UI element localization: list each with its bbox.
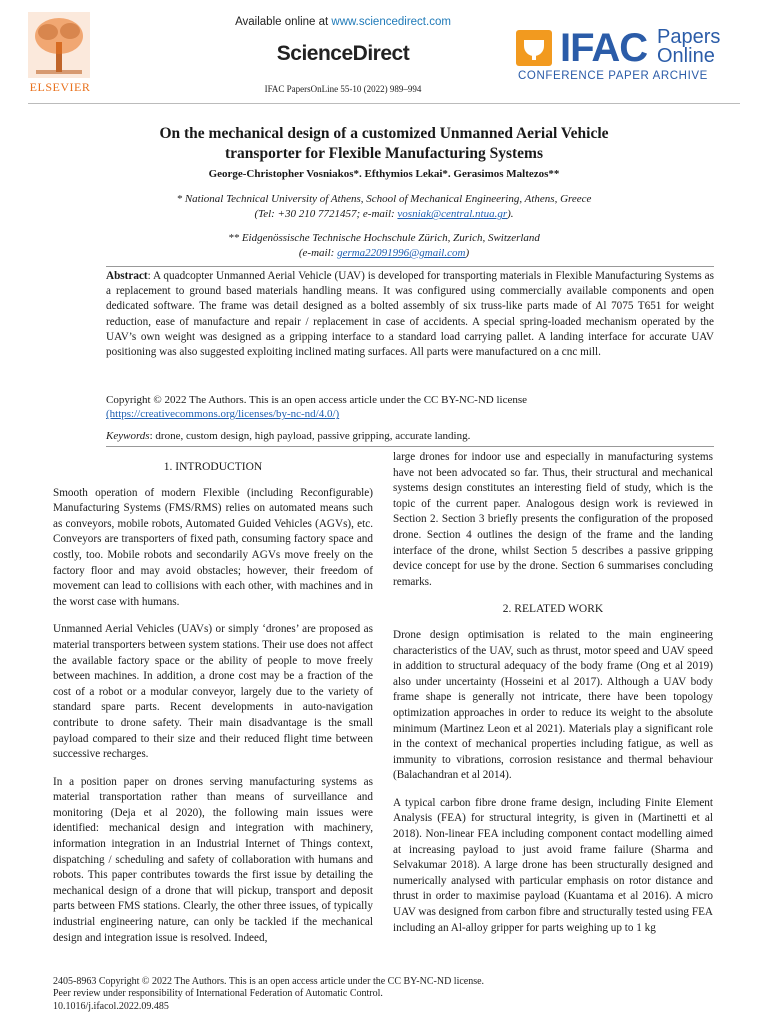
- paragraph: A typical carbon fibre drone frame design, including Finite Element Analysis (FEA) for structural integrity, is given in (Martinetti et al 2018). Non-linear FEA including component contact modelling aimed at increasing payload to just avoid frame failure (Sharma and Selvakumar 2018). A large drone has been structurally designed and numerically analysed with particular emphasis on rotor distance and thrust in order to maximise payload (Kuantama et al 2016). A micro UAV was designed from carbon fibre and structurally tested using FEA including an Al-alloy gripper for parts weighing up to 1 kg: [393, 796, 713, 934]
- right-column: [393, 450, 713, 948]
- footer-doi: 10.1016/j.ifacol.2022.09.485: [53, 1000, 169, 1012]
- title-line-1: On the mechanical design of a customized Unmanned Aerial Vehicle: [159, 125, 609, 142]
- copyright-notice: [106, 393, 714, 422]
- page-footer: [53, 976, 733, 1013]
- author-1-email-link[interactable]: vosniak@central.ntua.gr: [397, 208, 508, 220]
- author-list: George-Christopher Vosniakos*. Efthymios Lekai*. Gerasimos Maltezos**: [208, 168, 560, 180]
- footer-peer-review: Peer review under responsibility of International Federation of Automatic Control.: [53, 988, 383, 1000]
- available-online-label: Available online at: [235, 16, 329, 28]
- affiliation-2-contact: [60, 246, 708, 261]
- abstract-label: Abstract: [106, 270, 148, 282]
- paragraph: In a position paper on drones serving manufacturing systems as material transportation rather than means of surveillance and monitoring (Deja et al 2020), the following main issues were identified: mechanical design and integration with machinery, information integration in an Industrial Internet of Things context, dispatching / scheduling and safety of collaboration with humans and robots. This paper contributes towards the first issue by detailing the mechanical design of a drone that will pickup, transport and deposit parts between FMS stations. Clearly, the other three issues, of typically industrial engineering nature, can only be tackled if the mechanical design and integration issue is resolved. Indeed,: [53, 775, 373, 944]
- section-heading-related-work: 2. RELATED WORK: [502, 603, 604, 616]
- sciencedirect-link[interactable]: www.sciencedirect.com: [331, 16, 451, 28]
- online-word: Online: [657, 45, 715, 67]
- affiliation-2-contact-prefix: (e-mail:: [298, 247, 338, 259]
- abstract-text: : A quadcopter Unmanned Aerial Vehicle (UAV) is developed for transporting materials in Flexible Manufacturing Systems as a replacement to ground based materials handling means. It was configured using commercially available components and open dedicated software. The frame was detail designed as a bolted assembly of six truss-like parts made of Al 7075 T651 for weight reduction, ease of manufacture and repair / replacement in case of accidents. A special spring-loaded mechanism operated by the UAV’s own weight was designed as a gripping interface to a standard load carrying pallet. A landing interface for accurate UAV positioning was also suggested exploiting inclined mating surfaces. All parts were manufactured on a cnc mill.: [106, 270, 714, 359]
- affiliation-1-contact-suffix: ).: [507, 208, 514, 220]
- affiliation-1: [60, 192, 708, 222]
- keywords-label: Keywords: [106, 430, 150, 442]
- license-link[interactable]: (https://creativecommons.org/licenses/by-nc-nd/4.0/): [106, 408, 340, 421]
- section-heading-introduction: 1. INTRODUCTION: [163, 461, 263, 473]
- copyright-text: Copyright © 2022 The Authors. This is an open access article under the CC BY-NC-ND license: [106, 394, 527, 406]
- conference-paper-archive: CONFERENCE PAPER ARCHIVE: [518, 70, 708, 82]
- ifac-badge-icon: [516, 30, 552, 66]
- affiliation-1-contact: [60, 207, 708, 222]
- affiliation-1-contact-prefix: (Tel: +30 210 7721457; e-mail:: [254, 208, 398, 220]
- paragraph: large drones for indoor use and especially in manufacturing systems have not been advocated so far. Thus, their structural and mechanical systems design constitutes an interesting field of study, which is the topic of the current paper. Analogous design work is reviewed in Section 2. Section 3 briefly presents the configuration of the proposed drone. Section 4 outlines the design of the frame and the landing interface of the drone, whilst Section 5 describes a passive gripping device concept for use by the drone. Section 6 summarises concluding remarks.: [393, 451, 713, 588]
- affiliation-2: [60, 231, 708, 261]
- footer-copyright: 2405-8963 Copyright © 2022 The Authors. This is an open access article under the CC BY-NC-ND license.: [53, 976, 485, 987]
- abstract: [106, 266, 714, 360]
- paragraph: Unmanned Aerial Vehicles (UAVs) or simply ‘drones’ are proposed as material transporters between system stations. Their use does not affect the available factory space or the ability of people to move freely between machines. In addition, a drone cost may be a fraction of the cost of a robot or a modular conveyor, largely due to the variety of standard spare parts. Recent developments in auto-navigation contribute to drone safety. Their main disadvantage is the small payload compared to their size and their reduced flight time between successive recharges.: [53, 623, 373, 761]
- papers-word: Papers: [657, 26, 721, 48]
- keywords-text: : drone, custom design, high payload, passive gripping, accurate landing.: [149, 430, 471, 442]
- journal-citation: IFAC PapersOnLine 55-10 (2022) 989–994: [264, 84, 422, 94]
- elsevier-wordmark: ELSEVIER: [29, 80, 91, 94]
- sciencedirect-wordmark: ScienceDirect: [276, 42, 410, 65]
- affiliation-2-contact-suffix: ): [465, 247, 470, 259]
- left-column: [53, 460, 373, 958]
- affiliation-2-institution: ** Eidgenössische Technische Hochschule Zürich, Zurich, Switzerland: [228, 232, 540, 244]
- paragraph: Drone design optimisation is related to the main engineering characteristics of the UAV, such as thrust, motor speed and UAV speed in addition to structural adequacy of the body frame (Ong et al 2019) also under uncertainty (Hosseini et al 2017). Although a UAV body frame shape is generally not intricate, there have been topology optimization approaches in order to reduce its weight to the absolute minimum (Martinez Leon et al 2021). Materials play a significant role in the context of mechanical properties including fatigue, as well as immunity to vibrations, corrosion resistance and thermal behaviour (Balachandran et al 2014).: [393, 628, 713, 782]
- paragraph: Smooth operation of modern Flexible (including Reconfigurable) Manufacturing Systems (FMS/RMS) relies on automated means such as conveyors, mobile robots, Automated Guided Vehicles (AGVs), etc. Conveyors are transporters of fixed path, consuming factory space and costly, too. Mobile robots and secondarily AGVs move freely on the factory floor and may avoid obstacles; however, their freedom of movement can lead to collisions with each other, with machines and in the worst case with humans.: [53, 486, 373, 608]
- paper-title: [60, 124, 708, 164]
- ifac-wordmark: IFAC: [560, 26, 648, 70]
- papers-online-wordmark: [657, 28, 720, 66]
- header-divider: [28, 103, 740, 104]
- ifac-papersonline-logo: [516, 26, 746, 84]
- author-2-email-link[interactable]: germa22091996@gmail.com: [337, 247, 466, 259]
- title-line-2: transporter for Flexible Manufacturing Systems: [225, 145, 543, 162]
- affiliation-1-institution: * National Technical University of Athens, School of Mechanical Engineering, Athens, Greece: [176, 193, 592, 205]
- keywords: [106, 430, 714, 447]
